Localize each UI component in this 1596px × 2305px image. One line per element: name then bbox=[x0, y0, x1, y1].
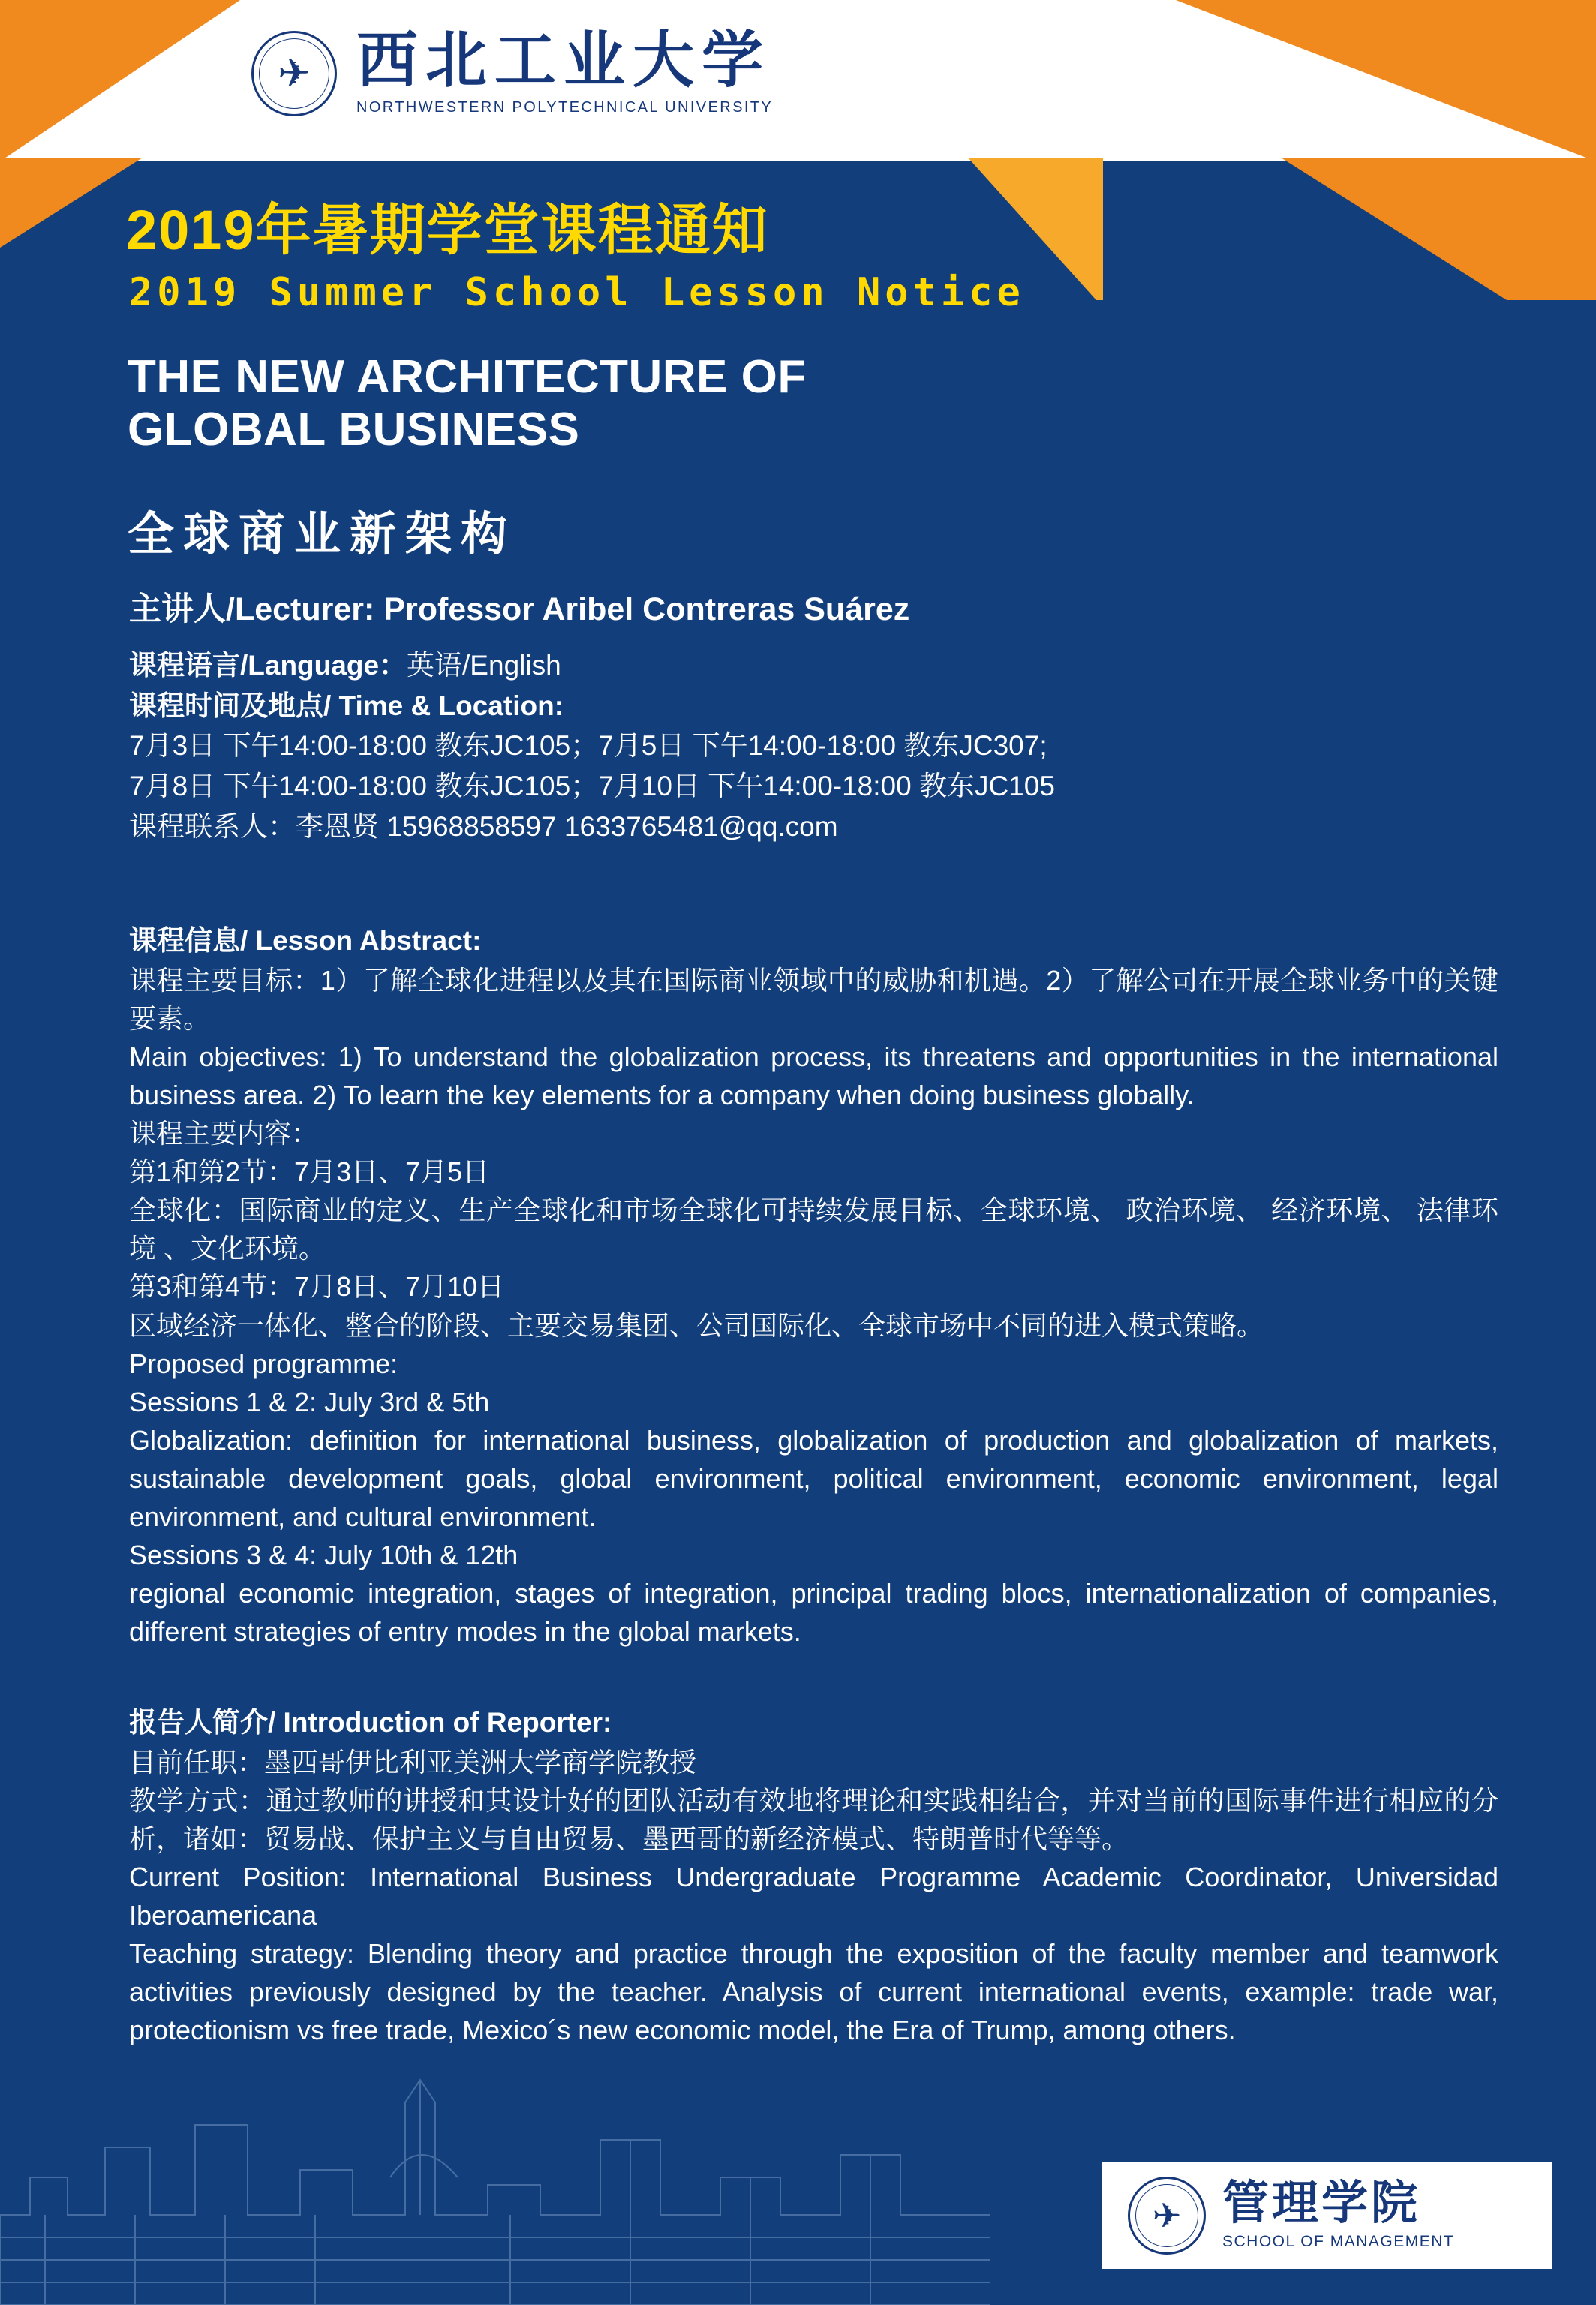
notice-title-cn: 2019年暑期学堂课程通知 bbox=[126, 199, 769, 261]
orange-chevron-right-lower bbox=[1281, 158, 1596, 300]
abstract-cn-sessions-12: 第1和第2节：7月3日、7月5日 bbox=[129, 1156, 490, 1188]
footer-seal-swoosh-glyph: ✈ bbox=[1152, 2196, 1182, 2235]
language-value: 英语/English bbox=[407, 650, 561, 681]
orange-chevron-left-top bbox=[0, 0, 240, 161]
language-label: 课程语言/Language： bbox=[129, 650, 407, 681]
abstract-en-programme-label: Proposed programme: bbox=[129, 1348, 398, 1379]
language-line bbox=[129, 645, 1495, 686]
lecturer-line: 主讲人/Lecturer: Professor Aribel Contreras Suárez bbox=[129, 591, 910, 627]
course-title-cn: 全球商业新架构 bbox=[128, 509, 517, 560]
notice-title-en: 2019 Summer School Lesson Notice bbox=[129, 270, 1025, 315]
university-logo bbox=[251, 26, 774, 116]
abstract-en-sessions-12: Sessions 1 & 2: July 3rd & 5th bbox=[129, 1386, 490, 1417]
abstract-heading: 课程信息/ Lesson Abstract: bbox=[129, 925, 482, 956]
course-meta-block bbox=[129, 645, 1495, 846]
course-title-en bbox=[128, 351, 807, 456]
abstract-en-objectives: Main objectives: 1) To understand the globalization process, its threatens and opportunities in the international business area. 2) To learn the key elements for a company when doing business globally. bbox=[129, 1041, 1498, 1110]
reporter-heading: 报告人简介/ Introduction of Reporter: bbox=[129, 1707, 612, 1738]
time-location-line1: 7月3日 下午14:00-18:00 教东JC105；7月5日 下午14:00-18:00 教东JC307; bbox=[129, 730, 1047, 762]
time-location-label: 课程时间及地点/ Time & Location: bbox=[129, 690, 564, 721]
school-name-en: SCHOOL OF MANAGEMENT bbox=[1222, 2233, 1455, 2250]
school-seal-icon bbox=[1128, 2177, 1206, 2255]
reporter-en-teaching: Teaching strategy: Blending theory and practice through the exposition of the faculty member and teamwork activities previously designed by the teacher. Analysis of current international events, example: trade war, protectionism vs free trade, Mexico´s new economic model, the Era of Trump, among others. bbox=[129, 1938, 1498, 2046]
abstract-en-sessions-34-body: regional economic integration, stages of integration, principal trading blocs, internationalization of companies, different strategies of entry modes in the global markets. bbox=[129, 1578, 1498, 1648]
reporter-en-position: Current Position: International Business Undergraduate Programme Academic Coordinator, Universidad Iberoamericana bbox=[129, 1861, 1498, 1931]
university-name-en: NORTHWESTERN POLYTECHNICAL UNIVERSITY bbox=[356, 99, 774, 116]
orange-chevron-right-top bbox=[1176, 0, 1596, 161]
time-location-line2: 7月8日 下午14:00-18:00 教东JC105；7月10日 下午14:00-18:00 教东JC105 bbox=[129, 770, 1055, 801]
reporter-cn-position: 目前任职：墨西哥伊比利亚美洲大学商学院教授 bbox=[129, 1746, 697, 1778]
lesson-abstract-block bbox=[129, 921, 1498, 1651]
abstract-cn-content-label: 课程主要内容： bbox=[129, 1117, 319, 1149]
abstract-cn-sessions-12-body: 全球化：国际商业的定义、生产全球化和市场全球化可持续发展目标、全球环境、 政治环境、 经济环境、 法律环境 、文化环境。 bbox=[129, 1195, 1498, 1264]
contact-line: 课程联系人：李恩贤 15968858597 1633765481@qq.com bbox=[129, 810, 838, 842]
abstract-cn-objectives: 课程主要目标：1）了解全球化进程以及其在国际商业领域中的威胁和机遇。2）了解公司在开展全球业务中的关键要素。 bbox=[129, 964, 1498, 1034]
school-name-cn: 管理学院 bbox=[1222, 2178, 1421, 2229]
abstract-cn-sessions-34: 第3和第4节：7月8日、7月10日 bbox=[129, 1271, 505, 1303]
course-title-en-line2: GLOBAL BUSINESS bbox=[128, 404, 580, 456]
abstract-cn-sessions-34-body: 区域经济一体化、整合的阶段、主要交易集团、公司国际化、全球市场中不同的进入模式策略。 bbox=[129, 1309, 1264, 1341]
orange-chevron-left-lower bbox=[0, 158, 143, 248]
abstract-en-sessions-34: Sessions 3 & 4: July 10th & 12th bbox=[129, 1540, 518, 1571]
abstract-en-sessions-12-body: Globalization: definition for international business, globalization of production and globalization of markets, sustainable development goals, global environment, political environment, economic environment, legal environment, and cultural environment. bbox=[129, 1424, 1498, 1533]
course-title-en-line1: THE NEW ARCHITECTURE OF bbox=[128, 351, 807, 403]
reporter-cn-teaching: 教学方式：通过教师的讲授和其设计好的团队活动有效地将理论和实践相结合，并对当前的国际事件进行相应的分析，诸如：贸易战、保护主义与自由贸易、墨西哥的新经济模式、特朗普时代等等。 bbox=[129, 1784, 1498, 1854]
school-of-management-logo bbox=[1102, 2162, 1552, 2269]
university-name-cn: 西北工业大学 bbox=[356, 26, 771, 95]
reporter-block bbox=[129, 1703, 1498, 2049]
university-seal-icon bbox=[251, 31, 337, 116]
seal-swoosh-glyph: ✈ bbox=[278, 51, 311, 95]
